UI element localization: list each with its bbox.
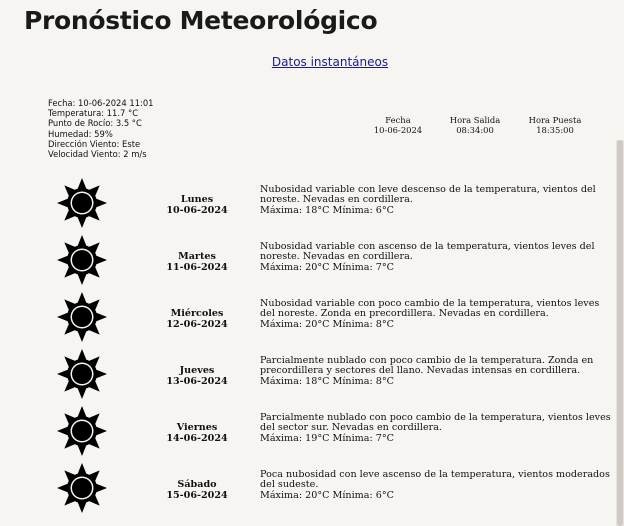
day-name: Jueves (179, 365, 215, 376)
day-date: 14-06-2024 (166, 433, 228, 444)
day-date: 11-06-2024 (166, 262, 228, 273)
forecast-row (0, 344, 620, 401)
day-description (260, 299, 614, 330)
day-desc-text: Parcialmente nublado con poco cambio de la temperatura, vientos leves del sector sur. Nevadas en cordillera. (260, 412, 611, 434)
current-wind-speed: Velocidad Viento: 2 m/s (48, 149, 147, 160)
day-description (260, 470, 614, 501)
day-date: 10-06-2024 (166, 205, 228, 216)
day-date: 15-06-2024 (166, 490, 228, 501)
day-description (260, 356, 614, 387)
day-description (260, 242, 614, 273)
day-temps: Máxima: 18°C Mínima: 8°C (260, 375, 394, 387)
day-desc-text: Parcialmente nublado con poco cambio de la temperatura. Zonda en precordillera y sectores del llano. Nevadas intensas en cordillera. (260, 355, 594, 377)
current-humidity: Humedad: 59% (48, 128, 113, 139)
day-name: Miércoles (170, 308, 224, 319)
day-description (260, 185, 614, 216)
day-name: Martes (178, 251, 216, 262)
sun-icon (56, 177, 108, 229)
day-temps: Máxima: 20°C Mínima: 7°C (260, 261, 394, 273)
sunset-value: 18:35:00 (536, 125, 574, 135)
current-dew-point: Punto de Rocío: 3.5 °C (48, 118, 142, 129)
forecast-row (0, 401, 620, 458)
sun-icon (56, 348, 108, 400)
day-desc-text: Nubosidad variable con ascenso de la temperatura, vientos leves del noreste. Nevadas en cordillera. (260, 241, 595, 263)
sun-icon (56, 462, 108, 514)
sunrise-label: Hora Salida (449, 115, 501, 125)
forecast-row (0, 230, 620, 287)
sun-date-col (363, 115, 433, 135)
day-name: Viernes (176, 422, 218, 433)
sunrise-value: 08:34:00 (456, 125, 494, 135)
sun-icon (56, 291, 108, 343)
forecast-row (0, 458, 620, 515)
forecast-row (0, 287, 620, 344)
day-name: Lunes (180, 194, 214, 205)
day-desc-text: Poca nubosidad con leve ascenso de la temperatura, vientos moderados del sudeste. (260, 469, 610, 491)
day-description (260, 413, 614, 444)
instant-data-link[interactable]: Datos instantáneos (271, 55, 389, 69)
day-desc-text: Nubosidad variable con leve descenso de la temperatura, vientos del noreste. Nevadas en cordillera. (260, 184, 596, 206)
current-conditions (48, 98, 154, 159)
sun-icon (56, 405, 108, 457)
sunset-col (520, 115, 590, 135)
current-date: Fecha: 10-06-2024 11:01 (48, 98, 154, 108)
page-title: Pronóstico Meteorológico (24, 6, 378, 35)
day-temps: Máxima: 19°C Mínima: 7°C (260, 432, 394, 444)
sunset-label: Hora Puesta (528, 115, 582, 125)
day-name: Sábado (177, 479, 217, 490)
day-temps: Máxima: 18°C Mínima: 6°C (260, 204, 394, 216)
day-date: 13-06-2024 (166, 376, 228, 387)
day-temps: Máxima: 20°C Mínima: 8°C (260, 318, 394, 330)
day-date: 12-06-2024 (166, 319, 228, 330)
current-wind-direction: Dirección Viento: Este (48, 138, 141, 149)
sun-date-label: Fecha (385, 115, 411, 125)
current-temperature: Temperatura: 11.7 °C (48, 108, 139, 119)
day-temps: Máxima: 20°C Mínima: 6°C (260, 489, 394, 501)
sunrise-col (440, 115, 510, 135)
sun-date-value: 10-06-2024 (373, 125, 423, 135)
sun-icon (56, 234, 108, 286)
day-desc-text: Nubosidad variable con poco cambio de la temperatura, vientos leves del noreste. Zonda en precordillera. Nevadas en cordillera. (260, 298, 600, 320)
forecast-row (0, 173, 620, 230)
